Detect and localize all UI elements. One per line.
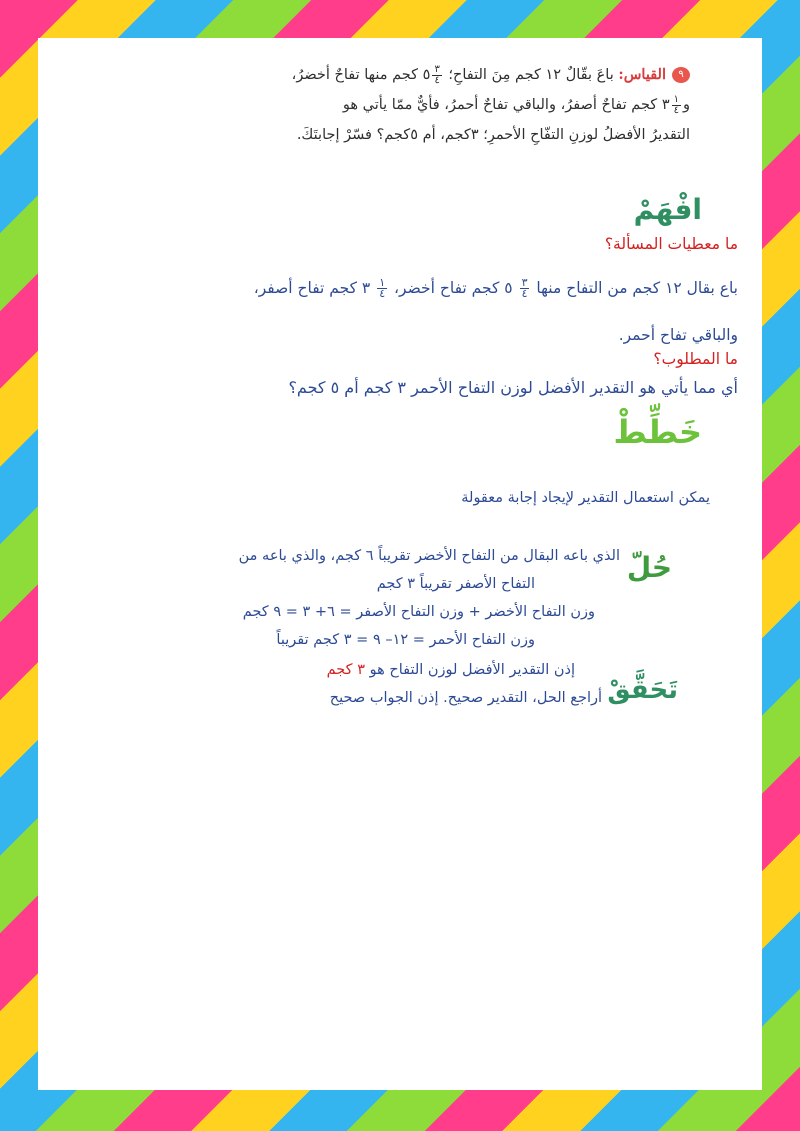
solve-line-1: الذي باعه البقال من التفاح الأخضر تقريباً ٦ كجم، والذي باعه من	[238, 548, 620, 564]
fraction	[672, 95, 681, 116]
fraction-denominator: ٤	[434, 74, 440, 86]
final-answer: ٣ كجم	[326, 662, 365, 678]
fraction-denominator: ٤	[379, 287, 386, 300]
solve-heading: حُلّ	[626, 551, 672, 584]
problem-statement	[150, 60, 690, 150]
understand-heading: افْهَمْ	[633, 193, 702, 226]
plan-heading: خَطِّطْ	[613, 413, 702, 451]
solve-line-4: وزن التفاح الأحمر = ١٢– ٩ = ٣ كجم تقريباً	[276, 632, 535, 648]
required-question: ما المطلوب؟	[653, 350, 738, 368]
fraction-numerator: ١	[673, 93, 679, 105]
problem-line-2	[150, 90, 690, 120]
givens-question: ما معطيات المسألة؟	[604, 235, 738, 253]
fraction-numerator: ١	[379, 276, 386, 289]
check-text: أراجع الحل، التقدير صحيح. إذن الجواب صحيح	[329, 690, 602, 706]
fraction	[432, 65, 441, 86]
required-text: أي مما يأتي هو التقدير الأفضل لوزن التفاح الأحمر ٣ كجم أم ٥ كجم؟	[288, 378, 738, 397]
problem-text: ٣ كجم تفاحٌ أصفرُ، والباقي تفاحٌ أحمرُ، فأيٌّ ممّا يأتي هو	[342, 97, 670, 113]
fraction-denominator: ٤	[673, 104, 679, 116]
fraction-numerator: ٣	[434, 63, 440, 75]
question-number-badge: ٩	[672, 67, 690, 83]
fraction	[377, 278, 387, 299]
problem-line-3: التقديرُ الأفضلُ لوزنِ التفّاحِ الأحمرِ؛ ٣كجم، أم ٥كجم؟ فسّرْ إجابتَكَ.	[296, 127, 690, 143]
solve-line-5	[327, 662, 575, 678]
solve-conclusion-text: إذن التقدير الأفضل لوزن التفاح هو	[369, 662, 575, 678]
check-heading: تَحَقَّقْ	[607, 675, 678, 705]
givens-text: ٥ كجم تفاح أخضر،	[394, 279, 513, 297]
plan-text: يمكن استعمال التقدير لإيجاد إجابة معقولة	[461, 490, 710, 506]
problem-text: ٥ كجم منها تفاحٌ أخضرُ،	[291, 67, 431, 83]
givens-line-2: والباقي تفاح أحمر.	[618, 326, 738, 344]
fraction	[520, 278, 530, 299]
problem-subject: القياس:	[618, 66, 666, 83]
problem-text: و	[682, 97, 690, 113]
givens-line	[254, 278, 738, 299]
fraction-denominator: ٤	[521, 287, 528, 300]
fraction-numerator: ٣	[521, 276, 528, 289]
givens-text: باع بقال ١٢ كجم من التفاح منها	[536, 279, 738, 297]
givens-text: ٣ كجم تفاح أصفر،	[253, 279, 371, 297]
solve-line-2: التفاح الأصفر تقريباً ٣ كجم	[376, 576, 535, 592]
problem-text: باعَ بقّالٌ ١٢ كجم مِنَ التفاحِ؛	[448, 67, 614, 83]
problem-line-1	[150, 60, 690, 90]
solve-line-3: وزن التفاح الأخضر + وزن التفاح الأصفر = ٦+ ٣ = ٩ كجم	[242, 604, 595, 620]
